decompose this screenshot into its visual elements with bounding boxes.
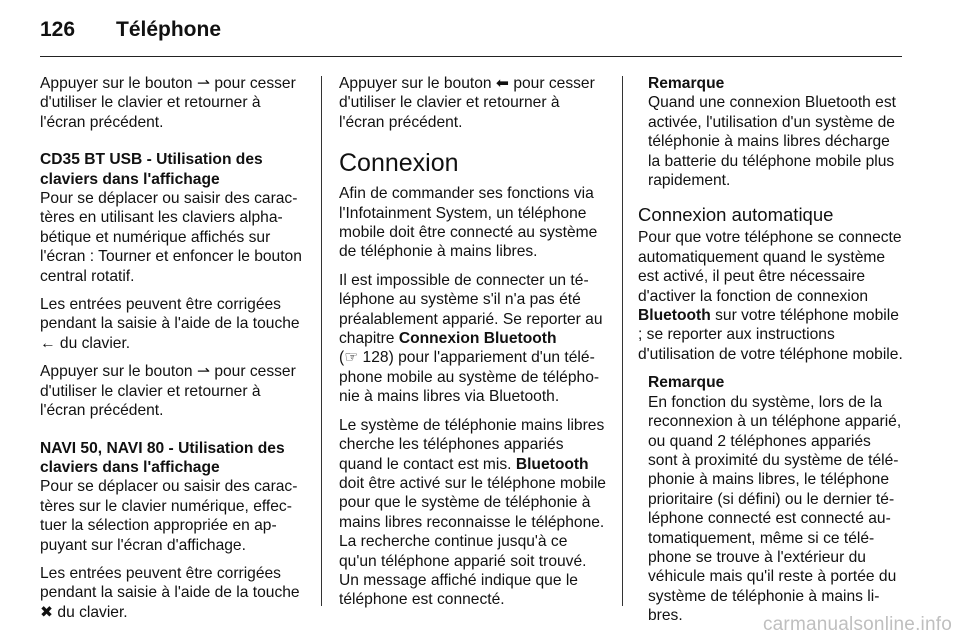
paragraph: Pour se déplacer ou saisir des caractères en utilisant les claviers alphabétique et numérique affichés sur l'écran : Tourner et enfoncer le bouton central rotatif.: [40, 190, 302, 285]
column-1: [40, 74, 310, 631]
return-arrow-icon: ⇀: [196, 363, 210, 381]
note-label: Remarque: [648, 75, 725, 92]
note-text: En fonction du système, lors de la reconnexion à un téléphone apparié, ou quand 2 téléphones appariés sont à proximité du système de téléphonie à mains libres, le téléphone prioritaire (si défini) ou le dernier téléphone connecté est connecté automatiquement, même si ce téléphone se trouve à l'extérieur du véhicule mais qu'il reste à portée du système de téléphonie à mains libres.: [648, 393, 902, 625]
page-reference-icon: ☞: [344, 349, 359, 367]
paragraph: Appuyer sur le bouton ⇀ pour cesser d'utiliser le clavier et retourner à l'écran précédent.: [40, 75, 296, 131]
column-divider-2: [622, 76, 623, 606]
section-title: Connexion: [339, 149, 459, 178]
watermark: carmanualsonline.info: [762, 614, 952, 635]
column-divider-1: [321, 76, 322, 606]
note-box: [638, 373, 904, 625]
paragraph: Pour se déplacer ou saisir des caractères sur le clavier numérique, effectuer la sélection appropriée en appuyant sur l'écran d'affichage.: [40, 478, 298, 554]
paragraph: Appuyer sur le bouton ⬅ pour cesser d'utiliser le clavier et retourner à l'écran précédent.: [339, 75, 595, 131]
page-header: [40, 18, 221, 42]
page-number: 126: [40, 18, 76, 41]
page-title: Téléphone: [116, 18, 222, 41]
paragraph: Il est impossible de connecter un téléphone au système s'il n'a pas été préalablement apparié. Se reporter au chapitre Connexion Bluetooth (☞ 128) pour l'appariement d'un téléphone mobile au système de téléphonie à mains libres via Bluetooth.: [339, 271, 603, 406]
paragraph: Afin de commander ses fonctions via l'Infotainment System, un téléphone mobile doit être connecté au système de téléphonie à mains libres.: [339, 185, 598, 261]
backspace-arrow-icon: ←: [40, 334, 56, 352]
note-box: [638, 74, 904, 190]
section-title: Connexion automatique: [638, 204, 834, 226]
return-arrow-icon: ⇀: [196, 75, 210, 92]
column-3: [638, 74, 904, 634]
page-reference[interactable]: 128: [362, 349, 389, 367]
chapter-link[interactable]: Connexion Bluetooth: [398, 330, 557, 348]
paragraph: Appuyer sur le bouton ⇀ pour cesser d'utiliser le clavier et retourner à l'écran précédent.: [40, 363, 296, 420]
column-2: [339, 74, 609, 619]
delete-key-icon: ✖: [40, 603, 54, 621]
paragraph: Le système de téléphonie mains libres cherche les téléphones appariés quand le contact est mis. Bluetooth doit être activé sur le téléphone mobile pour que le système de téléphonie à mains libres reconnaisse le téléphone. La recherche continue jusqu'à ce qu'un téléphone apparié soit trouvé. Un message affiché indique que le téléphone est connecté.: [339, 416, 606, 609]
note-text: Quand une connexion Bluetooth est activée, l'utilisation d'un système de téléphonie à mains libres décharge la batterie du téléphone mobile plus rapidement.: [648, 94, 896, 190]
note-label: Remarque: [648, 374, 725, 392]
back-arrow-icon: ⬅: [495, 75, 509, 92]
paragraph: Pour que votre téléphone se connecte automatiquement quand le système est activé, il peut être nécessaire d'activer la fonction de connexion Bluetooth sur votre téléphone mobile ; se reporter aux instructions d'utilisation de votre téléphone mobile.: [638, 229, 903, 363]
header-divider: [40, 56, 902, 57]
paragraph: Les entrées peuvent être corrigées pendant la saisie à l'aide de la touche ✖ du clavier.: [40, 564, 300, 621]
section-heading: CD35 BT USB - Utilisation des claviers dans l'affichage: [40, 151, 263, 188]
section-heading: NAVI 50, NAVI 80 - Utilisation des claviers dans l'affichage: [40, 439, 285, 476]
paragraph: Les entrées peuvent être corrigées pendant la saisie à l'aide de la touche ← du clavier.: [40, 296, 300, 352]
